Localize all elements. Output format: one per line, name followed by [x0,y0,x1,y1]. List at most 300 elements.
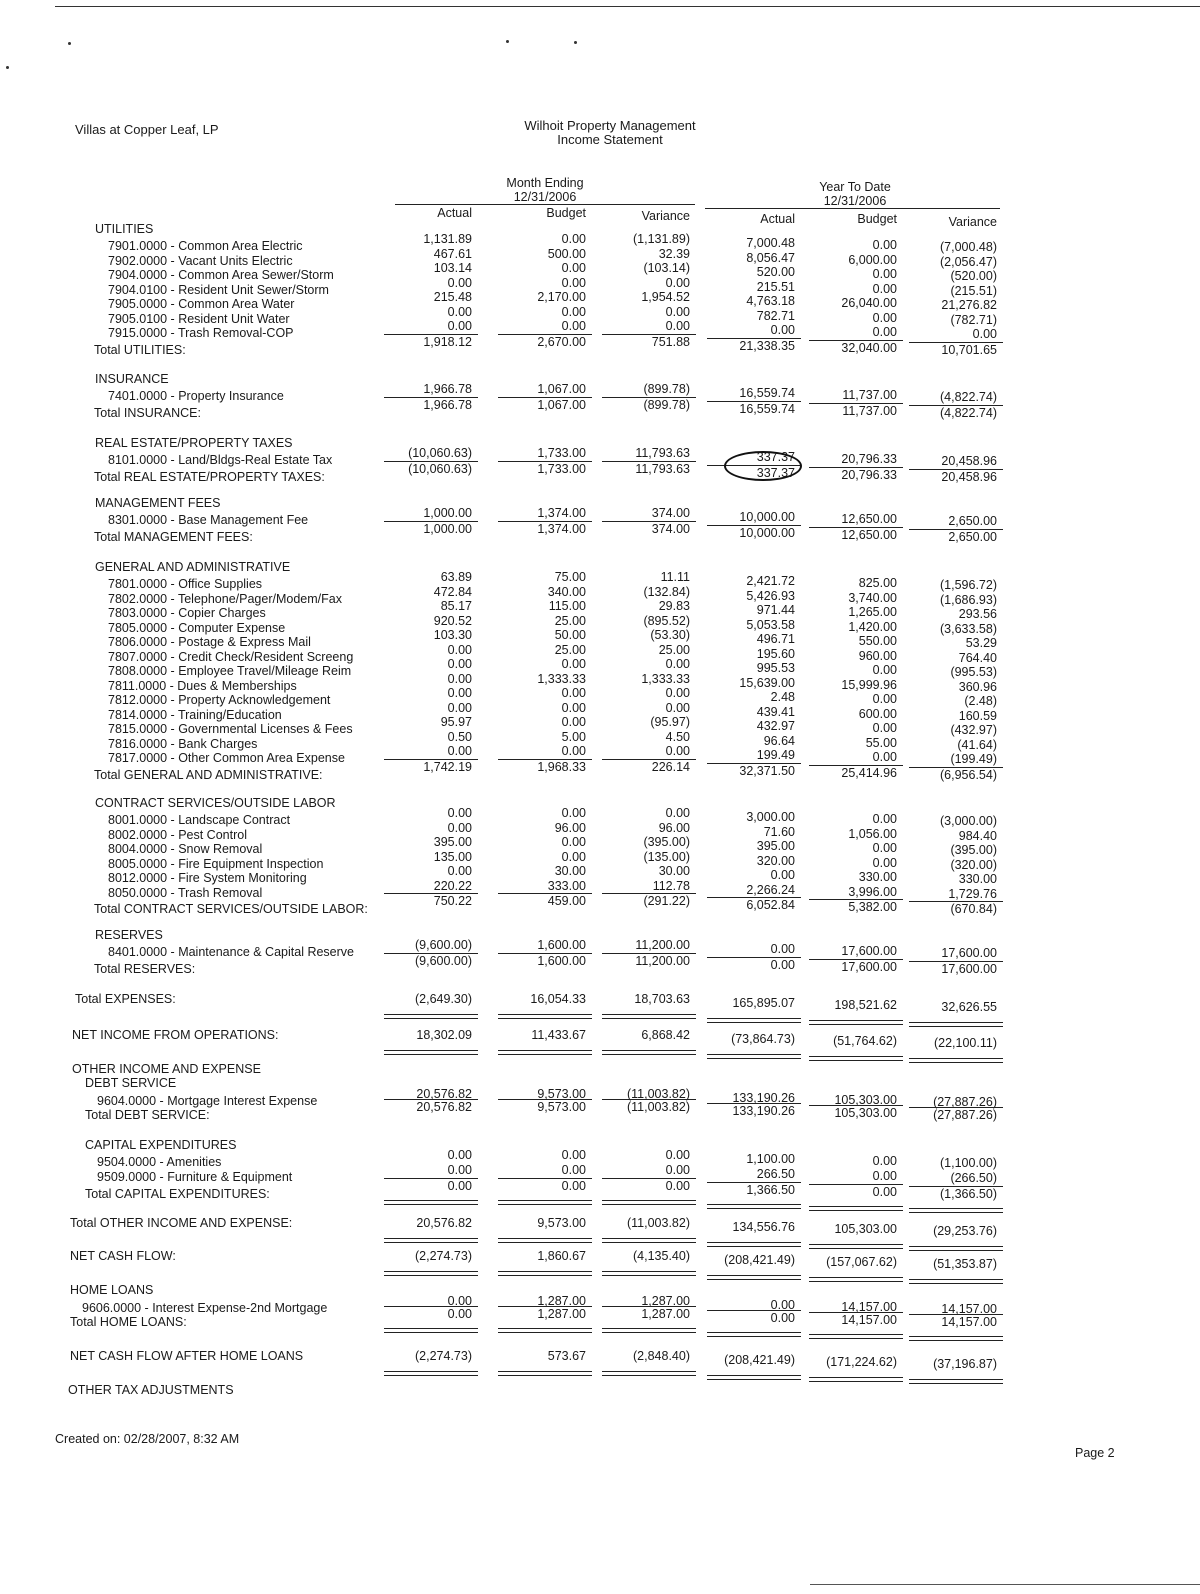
amount-cell: (1,100.00) [940,1156,997,1170]
amount-cell: (157,067.62) [826,1255,897,1269]
amount-cell: 1,860.67 [537,1249,586,1263]
amount-cell: 198,521.62 [834,998,897,1012]
amount-cell: (1,596.72) [940,578,997,592]
amount-cell: 0.00 [872,1185,897,1199]
amount-cell: 920.52 [433,613,472,628]
amount-cell: 0.00 [447,642,472,657]
amount-cell: 17,600.00 [941,961,997,976]
amount-cell: (9,600.00) [415,938,472,952]
amount-cell: 1,067.00 [537,397,586,412]
amount-cell: 0.00 [561,261,586,275]
double-rule [707,1275,801,1280]
amount-cell: (395.00) [643,835,690,849]
double-rule [809,1334,903,1339]
amount-cell: 105,303.00 [834,1106,897,1120]
amount-cell: 1,067.00 [537,382,586,396]
amount-cell: 0.00 [872,1169,897,1183]
amount-cell: 2.48 [770,690,795,704]
amount-cell: 0.00 [447,686,472,700]
line-item-label: 9606.0000 - Interest Expense-2nd Mortgage [82,1301,328,1315]
amount-cell: 1,733.00 [537,446,586,460]
amount-cell: (395.00) [950,843,997,857]
double-rule [602,1050,696,1055]
amount-cell: (53.30) [650,628,690,642]
section-title: UTILITIES [95,222,154,236]
amount-cell: (2,848.40) [633,1349,690,1363]
amount-cell: 500.00 [547,246,586,261]
company-name: Wilhoit Property Management [524,118,696,133]
amount-cell: 17,600.00 [841,959,897,974]
double-rule [384,1371,478,1376]
amount-cell: 0.00 [665,744,690,758]
double-rule [602,1371,696,1376]
ytd-header-rule [705,208,1000,209]
amount-cell: 160.59 [958,708,997,723]
amount-cell: 0.00 [872,750,897,764]
amount-cell: 2,650.00 [948,514,997,528]
amount-cell: 1,966.78 [423,382,472,396]
amount-cell: (899.78) [643,382,690,396]
double-rule [707,1018,801,1023]
amount-cell: 20,458.96 [941,469,997,484]
line-item-label: 8401.0000 - Maintenance & Capital Reserve [108,945,354,959]
line-item-label: 7915.0000 - Trash Removal-COP [108,326,294,340]
section-title: GENERAL AND ADMINISTRATIVE [95,560,291,574]
amount-cell: 0.00 [447,864,472,878]
report-title: Income Statement [557,132,663,147]
amount-cell: 337.37 [756,450,795,464]
line-item-label: 7815.0000 - Governmental Licenses & Fees [108,722,353,736]
line-item-label: 9504.0000 - Amenities [97,1155,222,1169]
amount-cell: 0.00 [561,715,586,729]
amount-cell: 30.00 [554,864,586,878]
amount-cell: (132.84) [643,584,690,599]
amount-cell: 10,000.00 [739,525,795,540]
amount-cell: 1,333.33 [641,671,690,686]
amount-cell: 1,374.00 [537,506,586,520]
amount-cell: 0.00 [665,1163,690,1177]
line-item-label: 8012.0000 - Fire System Monitoring [108,871,307,885]
amount-cell: 496.71 [756,632,795,646]
line-item-label: 7811.0000 - Dues & Memberships [108,678,297,693]
amount-cell: 573.67 [547,1349,586,1363]
amount-cell: (895.52) [643,613,690,628]
amount-cell: 10,000.00 [739,510,795,524]
amount-cell: 195.60 [756,646,795,661]
total-label: Total HOME LOANS: [70,1315,187,1329]
amount-cell: 3,740.00 [848,590,897,605]
amount-cell: 25,414.96 [841,765,897,780]
double-rule [809,1377,903,1382]
double-rule [809,1277,903,1282]
amount-cell: 12,650.00 [841,512,897,526]
double-rule [498,1014,592,1019]
total-label: Total INSURANCE: [94,405,201,420]
amount-cell: 1,287.00 [537,1307,586,1321]
double-rule [498,1271,592,1276]
amount-cell: 0.00 [872,841,897,855]
amount-cell: 133,190.26 [732,1104,795,1118]
amount-cell: (2,056.47) [940,254,997,269]
amount-cell: 0.00 [665,686,690,700]
amount-cell: 1,131.89 [423,232,472,246]
capex-title: CAPITAL EXPENDITURES [85,1138,237,1152]
line-item-label: 8005.0000 - Fire Equipment Inspection [108,856,324,871]
amount-cell: 30.00 [658,864,690,878]
amount-cell: 0.00 [447,744,472,758]
amount-cell: 0.00 [561,744,586,758]
line-item-label: 7904.0100 - Resident Unit Sewer/Storm [108,282,329,297]
amount-cell: 1,954.52 [641,290,690,304]
amount-cell: 467.61 [433,246,472,261]
amount-cell: 0.00 [872,663,897,677]
amount-cell: 0.00 [872,721,897,735]
amount-cell: 53.29 [965,636,997,650]
amount-cell: 333.00 [547,878,586,893]
amount-cell: 0.00 [447,319,472,333]
line-item-label: 8002.0000 - Pest Control [108,827,247,842]
amount-cell: 103.14 [433,261,472,275]
amount-cell: (29,253.76) [933,1224,997,1238]
amount-cell: (4,822.74) [940,390,997,404]
amount-cell: 135.00 [433,849,472,864]
home-loans-title: HOME LOANS [70,1283,154,1297]
amount-cell: 0.00 [665,806,690,820]
amount-cell: 3,996.00 [848,884,897,899]
amount-cell: 95.97 [440,715,472,729]
double-rule [498,1371,592,1376]
amount-cell: 6,000.00 [848,252,897,267]
column-header-actual: Actual [437,206,472,220]
amount-cell: 14,157.00 [941,1302,997,1316]
amount-cell: 1,333.33 [537,671,586,686]
amount-cell: 32,626.55 [941,1000,997,1014]
double-rule [384,1328,478,1333]
line-item-label: 7807.0000 - Credit Check/Resident Screeng [108,649,354,664]
amount-cell: (1,131.89) [633,232,690,246]
created-on: Created on: 02/28/2007, 8:32 AM [55,1432,240,1446]
month-date-header: 12/31/2006 [513,190,577,204]
scan-speck [6,66,9,69]
amount-cell: (95.97) [650,715,690,729]
amount-cell: 0.00 [447,1148,472,1162]
double-rule [707,1054,801,1059]
amount-cell: 85.17 [440,599,472,613]
double-rule [602,1271,696,1276]
other-tax-title: OTHER TAX ADJUSTMENTS [68,1383,234,1397]
double-rule [909,1336,1003,1341]
amount-cell: 4,763.18 [746,294,795,308]
amount-cell: 995.53 [756,661,795,675]
amount-cell: 0.00 [770,323,795,337]
amount-cell: 432.97 [756,719,795,733]
amount-cell: 32.39 [658,246,690,261]
amount-cell: 133,190.26 [732,1091,795,1105]
amount-cell: 374.00 [651,506,690,520]
amount-cell: 0.00 [561,1148,586,1162]
line-item-label: 8004.0000 - Snow Removal [108,842,263,856]
section-title: RESERVES [95,928,163,942]
amount-cell: 266.50 [756,1167,795,1181]
amount-cell: (2,274.73) [415,1349,472,1363]
amount-cell: 0.00 [872,267,897,281]
amount-cell: 395.00 [756,839,795,853]
amount-cell: 1,968.33 [537,759,586,774]
amount-cell: 103.30 [433,628,472,642]
total-label: Total DEBT SERVICE: [85,1108,210,1122]
amount-cell: 55.00 [865,735,897,750]
amount-cell: (2,274.73) [415,1249,472,1263]
amount-cell: 11,793.63 [635,461,690,476]
amount-cell: 0.00 [447,275,472,290]
column-header-actual: Actual [760,212,795,226]
amount-cell: 1,600.00 [537,953,586,968]
amount-cell: 0.00 [665,1148,690,1162]
amount-cell: 11,433.67 [531,1028,586,1042]
amount-cell: (215.51) [950,283,997,298]
total-label: Total GENERAL AND ADMINISTRATIVE: [94,767,323,782]
double-rule [809,1056,903,1061]
amount-cell: 340.00 [547,584,586,599]
amount-cell: (4,822.74) [940,405,997,420]
amount-cell: 21,338.35 [739,338,795,353]
amount-cell: 293.56 [958,607,997,621]
amount-cell: (73,864.73) [731,1032,795,1046]
amount-cell: (208,421.49) [724,1253,795,1267]
amount-cell: (6,956.54) [940,767,997,782]
amount-cell: 5,426.93 [746,588,795,603]
amount-cell: 0.00 [561,806,586,820]
amount-cell: 5,382.00 [848,900,897,914]
double-rule [498,1050,592,1055]
double-rule [909,1058,1003,1063]
amount-cell: (199.49) [950,752,997,766]
line-item-label: 7901.0000 - Common Area Electric [108,239,303,253]
amount-cell: 14,157.00 [841,1313,897,1327]
amount-cell: 1,287.00 [641,1294,690,1308]
amount-cell: 7,000.48 [746,236,795,250]
amount-cell: (9,600.00) [415,953,472,968]
amount-cell: 20,796.33 [841,452,897,466]
amount-cell: (995.53) [950,665,997,679]
amount-cell: 25.00 [554,613,586,628]
grand-total-label: NET CASH FLOW AFTER HOME LOANS [70,1349,304,1363]
amount-cell: (11,003.82) [626,1087,690,1101]
amount-cell: 1,918.12 [423,334,472,349]
amount-cell: (27,887.26) [933,1108,997,1122]
amount-cell: 5.00 [561,729,586,744]
line-item-label: 7401.0000 - Property Insurance [108,389,284,403]
amount-cell: 0.00 [447,1163,472,1177]
amount-cell: 96.00 [554,820,586,835]
amount-cell: 0.00 [665,319,690,333]
amount-cell: 472.84 [433,584,472,599]
amount-cell: 0.00 [770,942,795,956]
amount-cell: 0.00 [872,325,897,339]
double-rule [707,1332,801,1337]
ytd-group-header: Year To Date [819,180,891,194]
amount-cell: 782.71 [756,308,795,323]
amount-cell: 11,737.00 [842,388,897,402]
amount-cell: 63.89 [440,570,472,584]
amount-cell: 17,600.00 [841,944,897,958]
month-header-rule [395,204,695,205]
ytd-date-header: 12/31/2006 [823,194,887,208]
grand-total-label: Total EXPENSES: [75,992,176,1006]
amount-cell: 17,600.00 [941,946,997,960]
amount-cell: 1,742.19 [423,759,472,774]
double-rule [384,1271,478,1276]
amount-cell: 26,040.00 [841,296,897,310]
double-rule [909,1208,1003,1213]
amount-cell: 25.00 [554,642,586,657]
amount-cell: 0.00 [561,1163,586,1177]
amount-cell: 0.00 [561,275,586,290]
amount-cell: 71.60 [763,824,795,839]
amount-cell: (22,100.11) [933,1036,997,1050]
double-rule [498,1238,592,1243]
grand-total-label: NET INCOME FROM OPERATIONS: [72,1028,279,1042]
amount-cell: 0.00 [665,657,690,671]
amount-cell: 8,056.47 [746,250,795,265]
amount-cell: 0.00 [561,304,586,319]
line-item-label: 7805.0000 - Computer Expense [108,620,286,635]
amount-cell: 215.51 [756,279,795,294]
amount-cell: 0.00 [561,232,586,246]
double-rule [909,1279,1003,1284]
amount-cell: 0.00 [665,275,690,290]
amount-cell: 0.00 [872,1154,897,1168]
amount-cell: (103.14) [643,261,690,275]
amount-cell: 751.88 [651,334,690,349]
amount-cell: 320.00 [756,853,795,868]
amount-cell: (10,060.63) [408,461,472,476]
double-rule [384,1050,478,1055]
line-item-label: 7808.0000 - Employee Travel/Mileage Reim [108,664,352,678]
amount-cell: 20,576.82 [416,1216,472,1230]
column-header-variance: Variance [948,215,997,229]
amount-cell: 600.00 [858,706,897,721]
amount-cell: 2,421.72 [746,574,795,588]
section-title: REAL ESTATE/PROPERTY TAXES [95,436,293,450]
amount-cell: 0.00 [561,319,586,333]
amount-cell: 0.00 [872,238,897,252]
handwritten-circle [724,451,802,481]
amount-cell: 971.44 [756,603,795,617]
amount-cell: 220.22 [433,878,472,893]
double-rule [602,1200,696,1205]
amount-cell: 960.00 [858,648,897,663]
amount-cell: 11,200.00 [635,938,690,952]
amount-cell: (266.50) [950,1171,997,1185]
amount-cell: (520.00) [950,269,997,283]
line-item-label: 7806.0000 - Postage & Express Mail [108,635,311,649]
amount-cell: (41.64) [957,737,997,752]
amount-cell: 1,420.00 [848,619,897,634]
amount-cell: 764.40 [958,650,997,665]
line-item-label: 7801.0000 - Office Supplies [108,577,263,591]
amount-cell: (1,686.93) [940,592,997,607]
double-rule [498,1200,592,1205]
amount-cell: 105,303.00 [834,1093,897,1107]
amount-cell: (899.78) [643,397,690,412]
amount-cell: (4,135.40) [633,1249,690,1263]
amount-cell: (2,649.30) [415,992,472,1006]
amount-cell: (171,224.62) [826,1355,897,1369]
amount-cell: 226.14 [651,759,690,774]
double-rule [602,1328,696,1333]
section-title: MANAGEMENT FEES [95,496,221,510]
grand-total-label: Total OTHER INCOME AND EXPENSE: [70,1216,293,1230]
amount-cell: 0.00 [872,855,897,870]
amount-cell: 1,966.78 [423,397,472,412]
amount-cell: 1,600.00 [537,938,586,952]
amount-cell: 112.78 [652,878,690,893]
amount-cell: 2,670.00 [537,334,586,349]
total-label: Total MANAGEMENT FEES: [94,529,253,544]
line-item-label: 7905.0000 - Common Area Water [108,297,295,311]
line-item-label: 7814.0000 - Training/Education [108,707,282,722]
double-rule [909,1246,1003,1251]
amount-cell: 1,366.50 [746,1183,795,1197]
amount-cell: 0.00 [770,868,795,882]
amount-cell: 199.49 [756,748,795,762]
amount-cell: 0.00 [972,327,997,341]
amount-cell: (1,366.50) [940,1187,997,1201]
amount-cell: (3,633.58) [940,621,997,636]
amount-cell: 115.00 [548,599,586,613]
amount-cell: 0.00 [872,692,897,706]
amount-cell: 1,729.76 [948,886,997,901]
amount-cell: 9,573.00 [537,1087,586,1101]
amount-cell: 15,999.96 [841,677,897,692]
grand-total-label: NET CASH FLOW: [70,1249,176,1263]
amount-cell: 1,000.00 [423,506,472,520]
amount-cell: 18,302.09 [416,1028,472,1042]
amount-cell: 330.00 [858,870,897,884]
amount-cell: (3,000.00) [940,814,997,828]
debt-service-title: DEBT SERVICE [85,1076,177,1090]
amount-cell: 0.00 [561,1179,586,1193]
double-rule [707,1204,801,1209]
amount-cell: (11,003.82) [626,1216,690,1230]
scan-speck [574,41,577,44]
amount-cell: 25.00 [658,642,690,657]
amount-cell: 1,733.00 [537,461,586,476]
amount-cell: 32,040.00 [841,340,897,355]
amount-cell: 12,650.00 [841,527,897,542]
amount-cell: 439.41 [756,704,795,719]
amount-cell: 1,287.00 [537,1294,586,1308]
amount-cell: 105,303.00 [834,1222,897,1236]
total-label: Total CAPITAL EXPENDITURES: [85,1187,270,1201]
line-item-label: 7802.0000 - Telephone/Pager/Modem/Fax [108,591,342,606]
amount-cell: 20,796.33 [841,467,897,482]
line-item-label: 7803.0000 - Copier Charges [108,606,266,620]
amount-cell: 10,701.65 [941,342,997,357]
line-item-label: 7902.0000 - Vacant Units Electric [108,253,293,268]
amount-cell: 0.00 [770,957,795,972]
month-group-header: Month Ending [506,176,584,190]
amount-cell: 0.00 [665,700,690,715]
double-rule [809,1020,903,1025]
amount-cell: 374.00 [651,521,690,536]
amount-cell: 1,374.00 [537,521,586,536]
amount-cell: 5,053.58 [746,617,795,632]
amount-cell: 75.00 [554,570,586,584]
amount-cell: 6,052.84 [746,898,795,912]
amount-cell: 459.00 [547,894,586,908]
